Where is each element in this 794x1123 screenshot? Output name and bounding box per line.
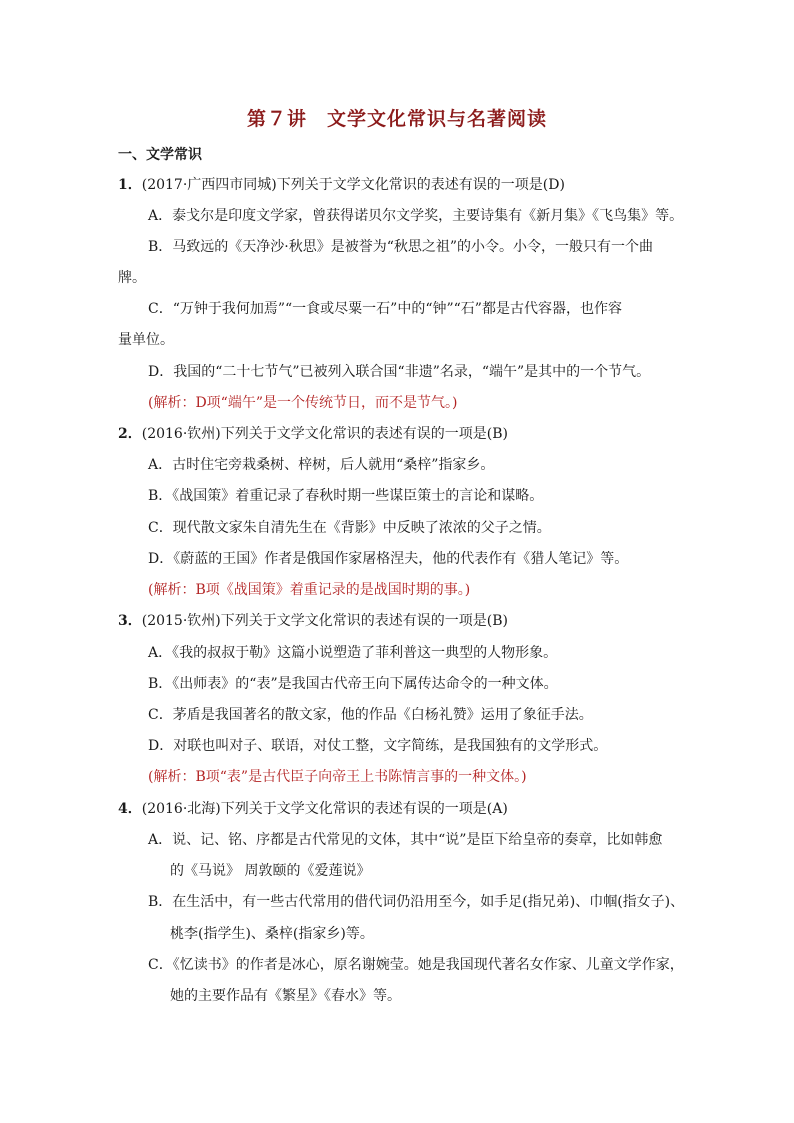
option-line: D．我国的“二十七节气”已被列入联合国“非遗”名录，“端午”是其中的一个节气。	[148, 364, 651, 380]
option-line-continuation: 她的主要作品有《繁星》《春水》等。	[170, 988, 401, 1004]
option-line: B．在生活中，有一些古代常用的借代词仍沿用至今，如手足(指兄弟)、巾帼(指女子)、	[148, 894, 685, 910]
question-4-stem	[118, 799, 508, 819]
question-number: 1．	[118, 177, 142, 193]
option-line: A．《我的叔叔于勒》这篇小说塑造了菲利普这一典型的人物形象。	[148, 645, 558, 661]
answer-analysis: (解析：B项《战国策》着重记录的是战国时期的事。)	[148, 582, 471, 598]
question-stem-text: (2015·钦州)下列关于文学文化常识的表述有误的一项是(B)	[141, 613, 508, 629]
option-line-continuation: 牌。	[118, 270, 146, 286]
option-line: A．说、记、铭、序都是古代常见的文体，其中“说”是臣下给皇帝的奏章，比如韩愈	[148, 832, 663, 848]
answer-analysis: (解析：D项“端午”是一个传统节日，而不是节气。)	[148, 395, 458, 411]
question-number: 2．	[118, 426, 142, 442]
page-title: 第７讲 文学文化常识与名著阅读	[246, 108, 547, 130]
section-heading: 一、文学常识	[118, 147, 202, 163]
option-line: D．《蔚蓝的王国》作者是俄国作家屠格涅夫，他的代表作有《猎人笔记》等。	[148, 551, 629, 567]
option-line: C．茅盾是我国著名的散文家，他的作品《白杨礼赞》运用了象征手法。	[148, 707, 593, 723]
option-line: C．《忆读书》的作者是冰心，原名谢婉莹。她是我国现代著名女作家、儿童文学作家，	[148, 957, 684, 973]
option-line: A．古时住宅旁栽桑树、梓树，后人就用“桑梓”指家乡。	[148, 457, 495, 473]
question-stem-text: (2016·钦州)下列关于文学文化常识的表述有误的一项是(B)	[141, 426, 508, 442]
question-number: 3．	[118, 613, 142, 629]
question-number: 4．	[118, 801, 142, 817]
option-line: B．《出师表》的“表”是我国古代帝王向下属传达命令的一种文体。	[148, 676, 558, 692]
option-line: B．《战国策》着重记录了春秋时期一些谋臣策士的言论和谋略。	[148, 488, 544, 504]
question-2-stem	[118, 424, 508, 444]
option-line: C．“万钟于我何加焉”“一食或尽粟一石”中的“钟”“石”都是古代容器，也作容	[148, 301, 622, 317]
option-line: C．现代散文家朱自清先生在《背影》中反映了浓浓的父子之情。	[148, 520, 551, 536]
option-line: D．对联也叫对子、联语，对仗工整，文字简练，是我国独有的文学形式。	[148, 738, 608, 754]
option-line: A．泰戈尔是印度文学家，曾获得诺贝尔文学奖，主要诗集有《新月集》《飞鸟集》等。	[148, 208, 684, 224]
question-stem-text: (2016·北海)下列关于文学文化常识的表述有误的一项是(A)	[141, 801, 508, 817]
option-line-continuation: 桃李(指学生)、桑梓(指家乡)等。	[170, 926, 374, 942]
option-line-continuation: 的《马说》 周敦颐的《爱莲说》	[170, 863, 371, 879]
option-line: B．马致远的《天净沙·秋思》是被誉为“秋思之祖”的小令。小令，一般只有一个曲	[148, 239, 654, 255]
question-3-stem	[118, 611, 508, 631]
option-line-continuation: 量单位。	[118, 332, 174, 348]
question-stem-text: (2017·广西四市同城)下列关于文学文化常识的表述有误的一项是(D)	[141, 177, 565, 193]
question-1-stem	[118, 175, 565, 195]
answer-analysis: (解析：B项“表”是古代臣子向帝王上书陈情言事的一种文体。)	[148, 769, 527, 785]
